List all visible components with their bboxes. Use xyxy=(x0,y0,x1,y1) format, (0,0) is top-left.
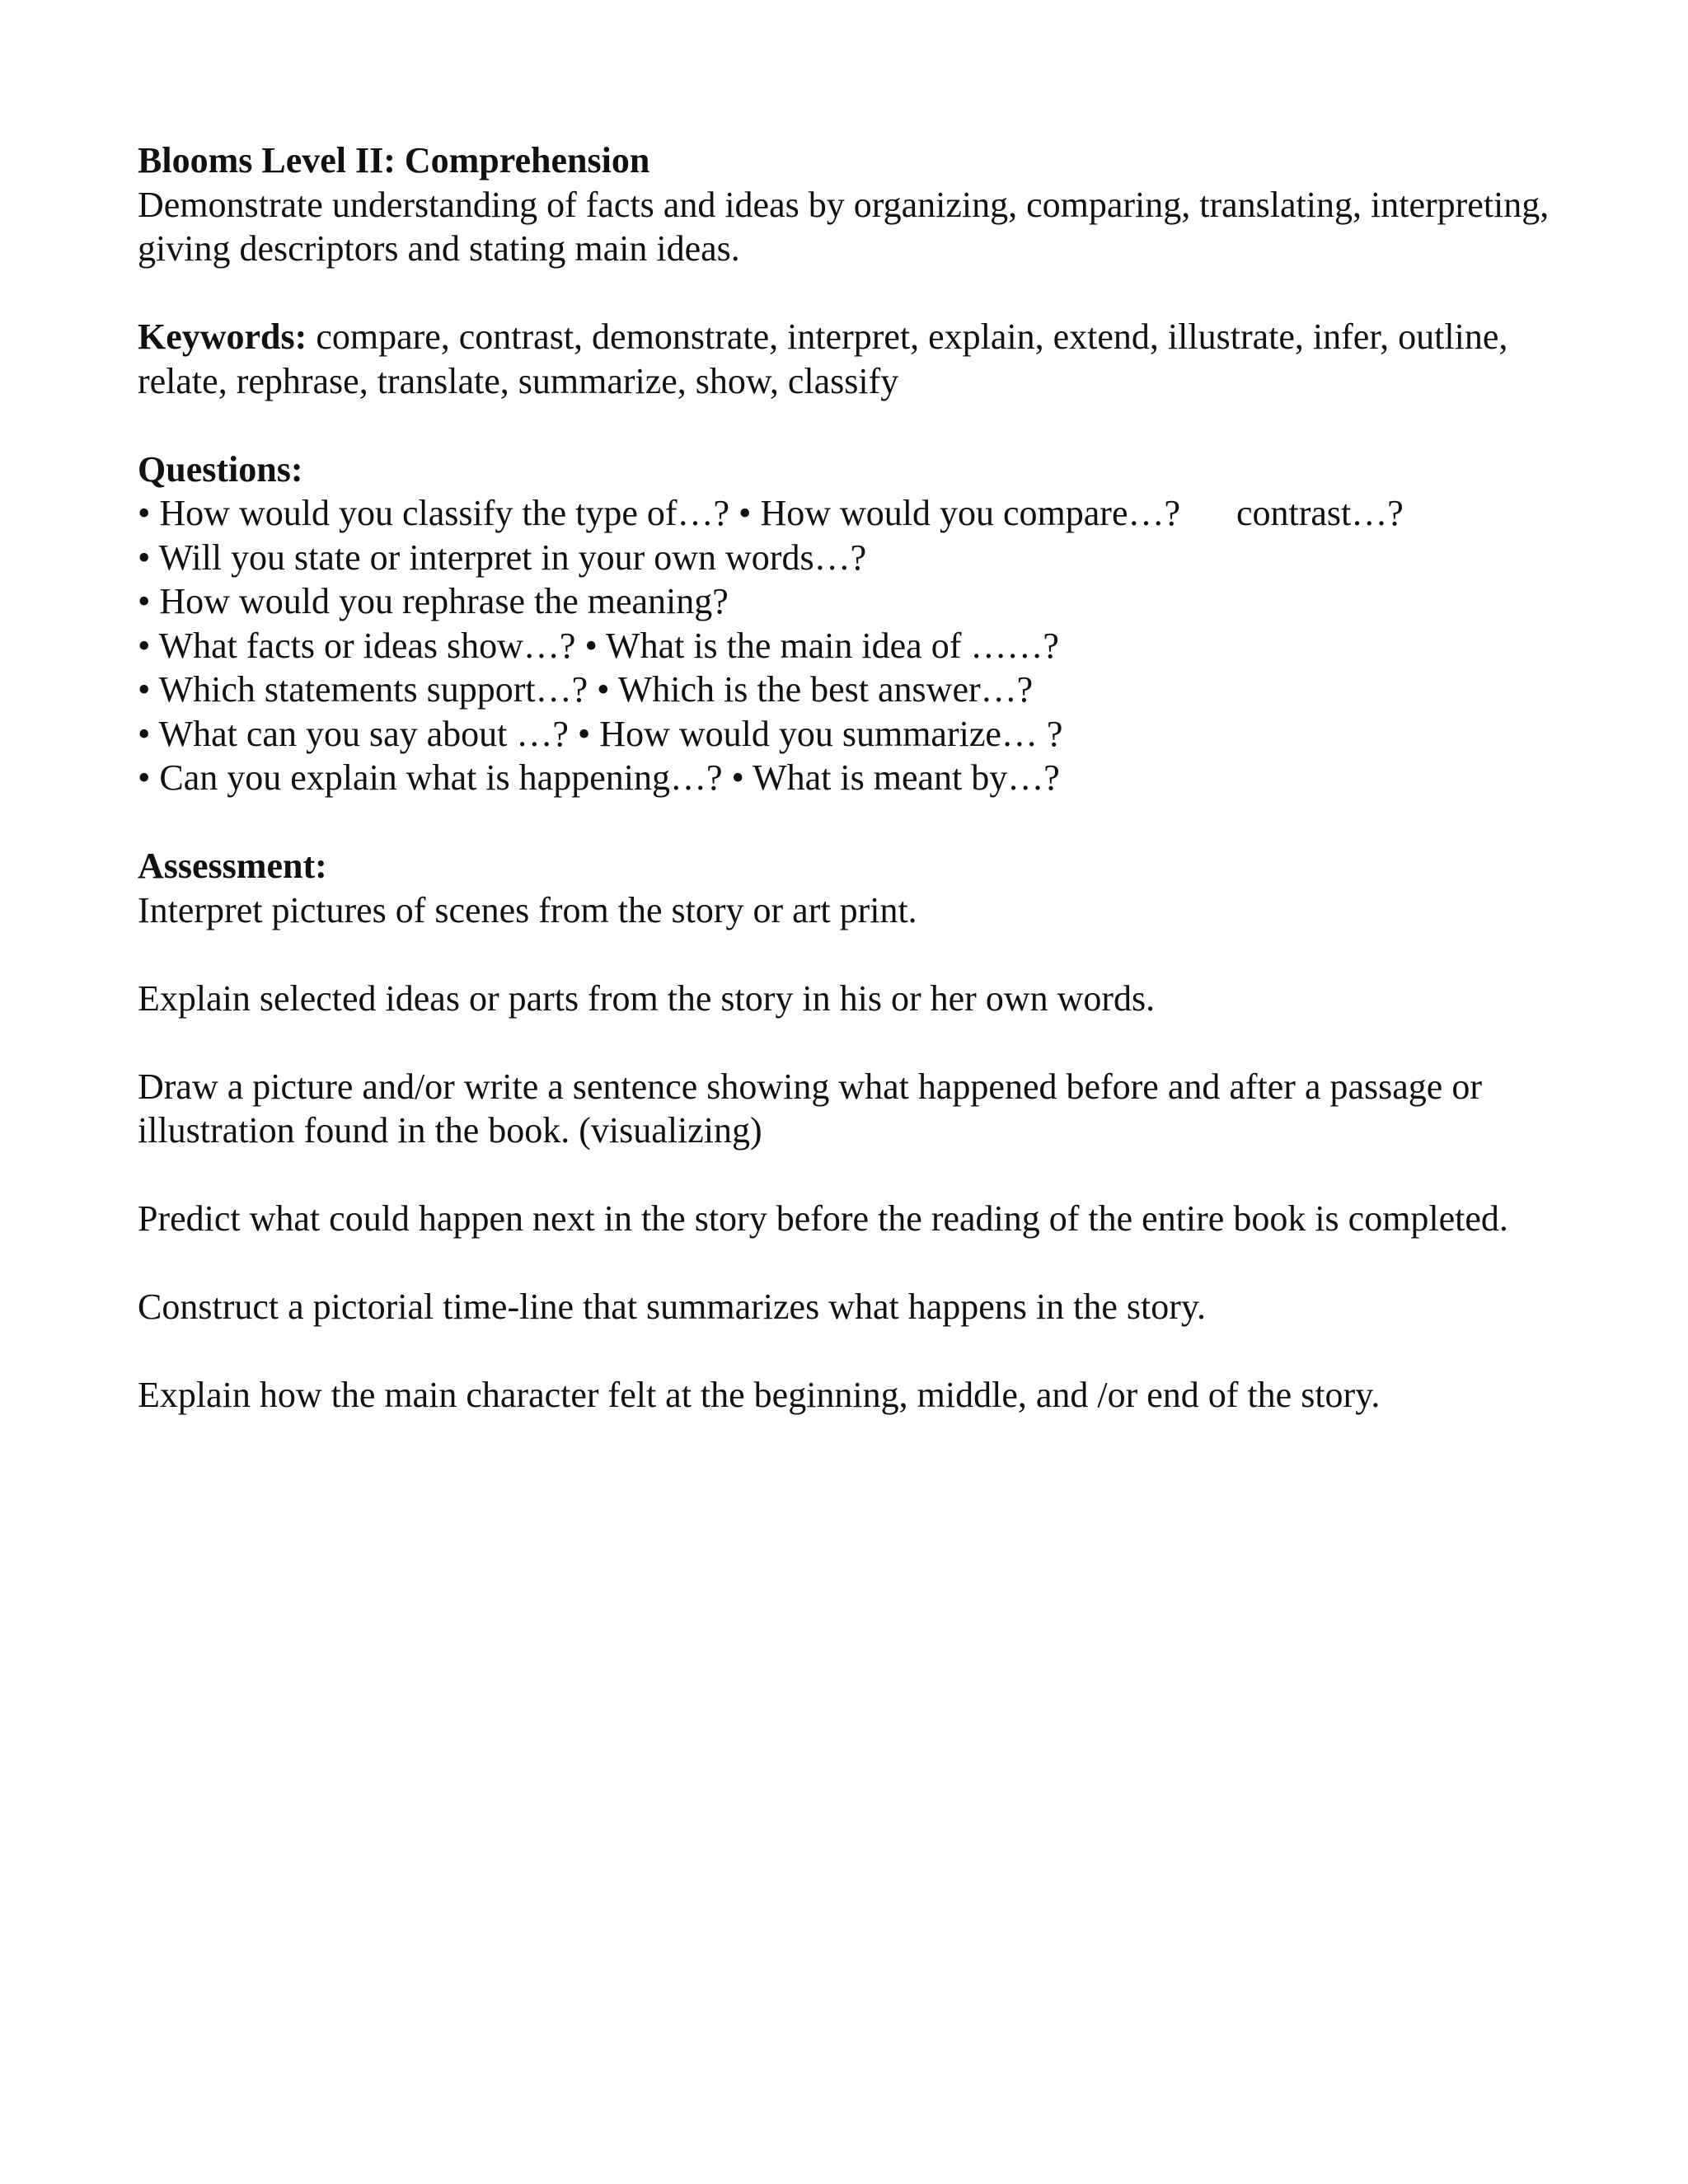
assessment-item: Explain selected ideas or parts from the story in his or her own words. xyxy=(138,977,1156,1019)
question-line: • What facts or ideas show…? • What is the main idea of ……? xyxy=(138,625,1059,666)
keywords-paragraph xyxy=(138,315,1555,403)
question-line: • Will you state or interpret in your own words…? xyxy=(138,537,867,578)
assessment-item: Explain how the main character felt at the beginning, middle, and /or end of the story. xyxy=(138,1375,1381,1415)
document-page xyxy=(138,138,1555,1418)
spacer xyxy=(138,1241,1555,1286)
spacer xyxy=(138,1153,1555,1197)
question-line: • Can you explain what is happening…? • What is meant by…? xyxy=(138,757,1060,798)
keywords-text: compare, contrast, demonstrate, interpret, explain, extend, illustrate, infer, outline, relate, rephrase, translate, summarize, show, classify xyxy=(138,316,1508,401)
question-text: • How would you classify the type of…? • How would you compare…? xyxy=(138,493,1180,533)
question-line xyxy=(138,491,1555,536)
description-paragraph: Demonstrate understanding of facts and ideas by organizing, comparing, translating, interpreting, giving descriptors and stating main ideas. xyxy=(138,184,1550,269)
question-line: • Which statements support…? • Which is the best answer…? xyxy=(138,669,1034,710)
spacer xyxy=(138,1329,1555,1374)
questions-heading: Questions: xyxy=(138,448,303,490)
assessment-item: Predict what could happen next in the story before the reading of the entire book is completed. xyxy=(138,1198,1508,1239)
assessment-item: Draw a picture and/or write a sentence showing what happened before and after a passage or illustration found in the book. (visualizing) xyxy=(138,1066,1482,1151)
spacer xyxy=(138,271,1555,316)
spacer xyxy=(138,1020,1555,1065)
keywords-label: Keywords: xyxy=(138,316,307,357)
assessment-heading: Assessment: xyxy=(138,846,327,886)
spacer xyxy=(138,403,1555,448)
spacer xyxy=(138,932,1555,977)
question-line: • What can you say about …? • How would you summarize… ? xyxy=(138,713,1063,754)
question-text-contrast: contrast…? xyxy=(1236,493,1404,533)
spacer xyxy=(138,800,1555,845)
assessment-item: Construct a pictorial time-line that summarizes what happens in the story. xyxy=(138,1286,1207,1327)
assessment-item: Interpret pictures of scenes from the story or art print. xyxy=(138,889,917,930)
question-line: • How would you rephrase the meaning? xyxy=(138,581,729,621)
page-title: Blooms Level II: Comprehension xyxy=(138,140,650,180)
